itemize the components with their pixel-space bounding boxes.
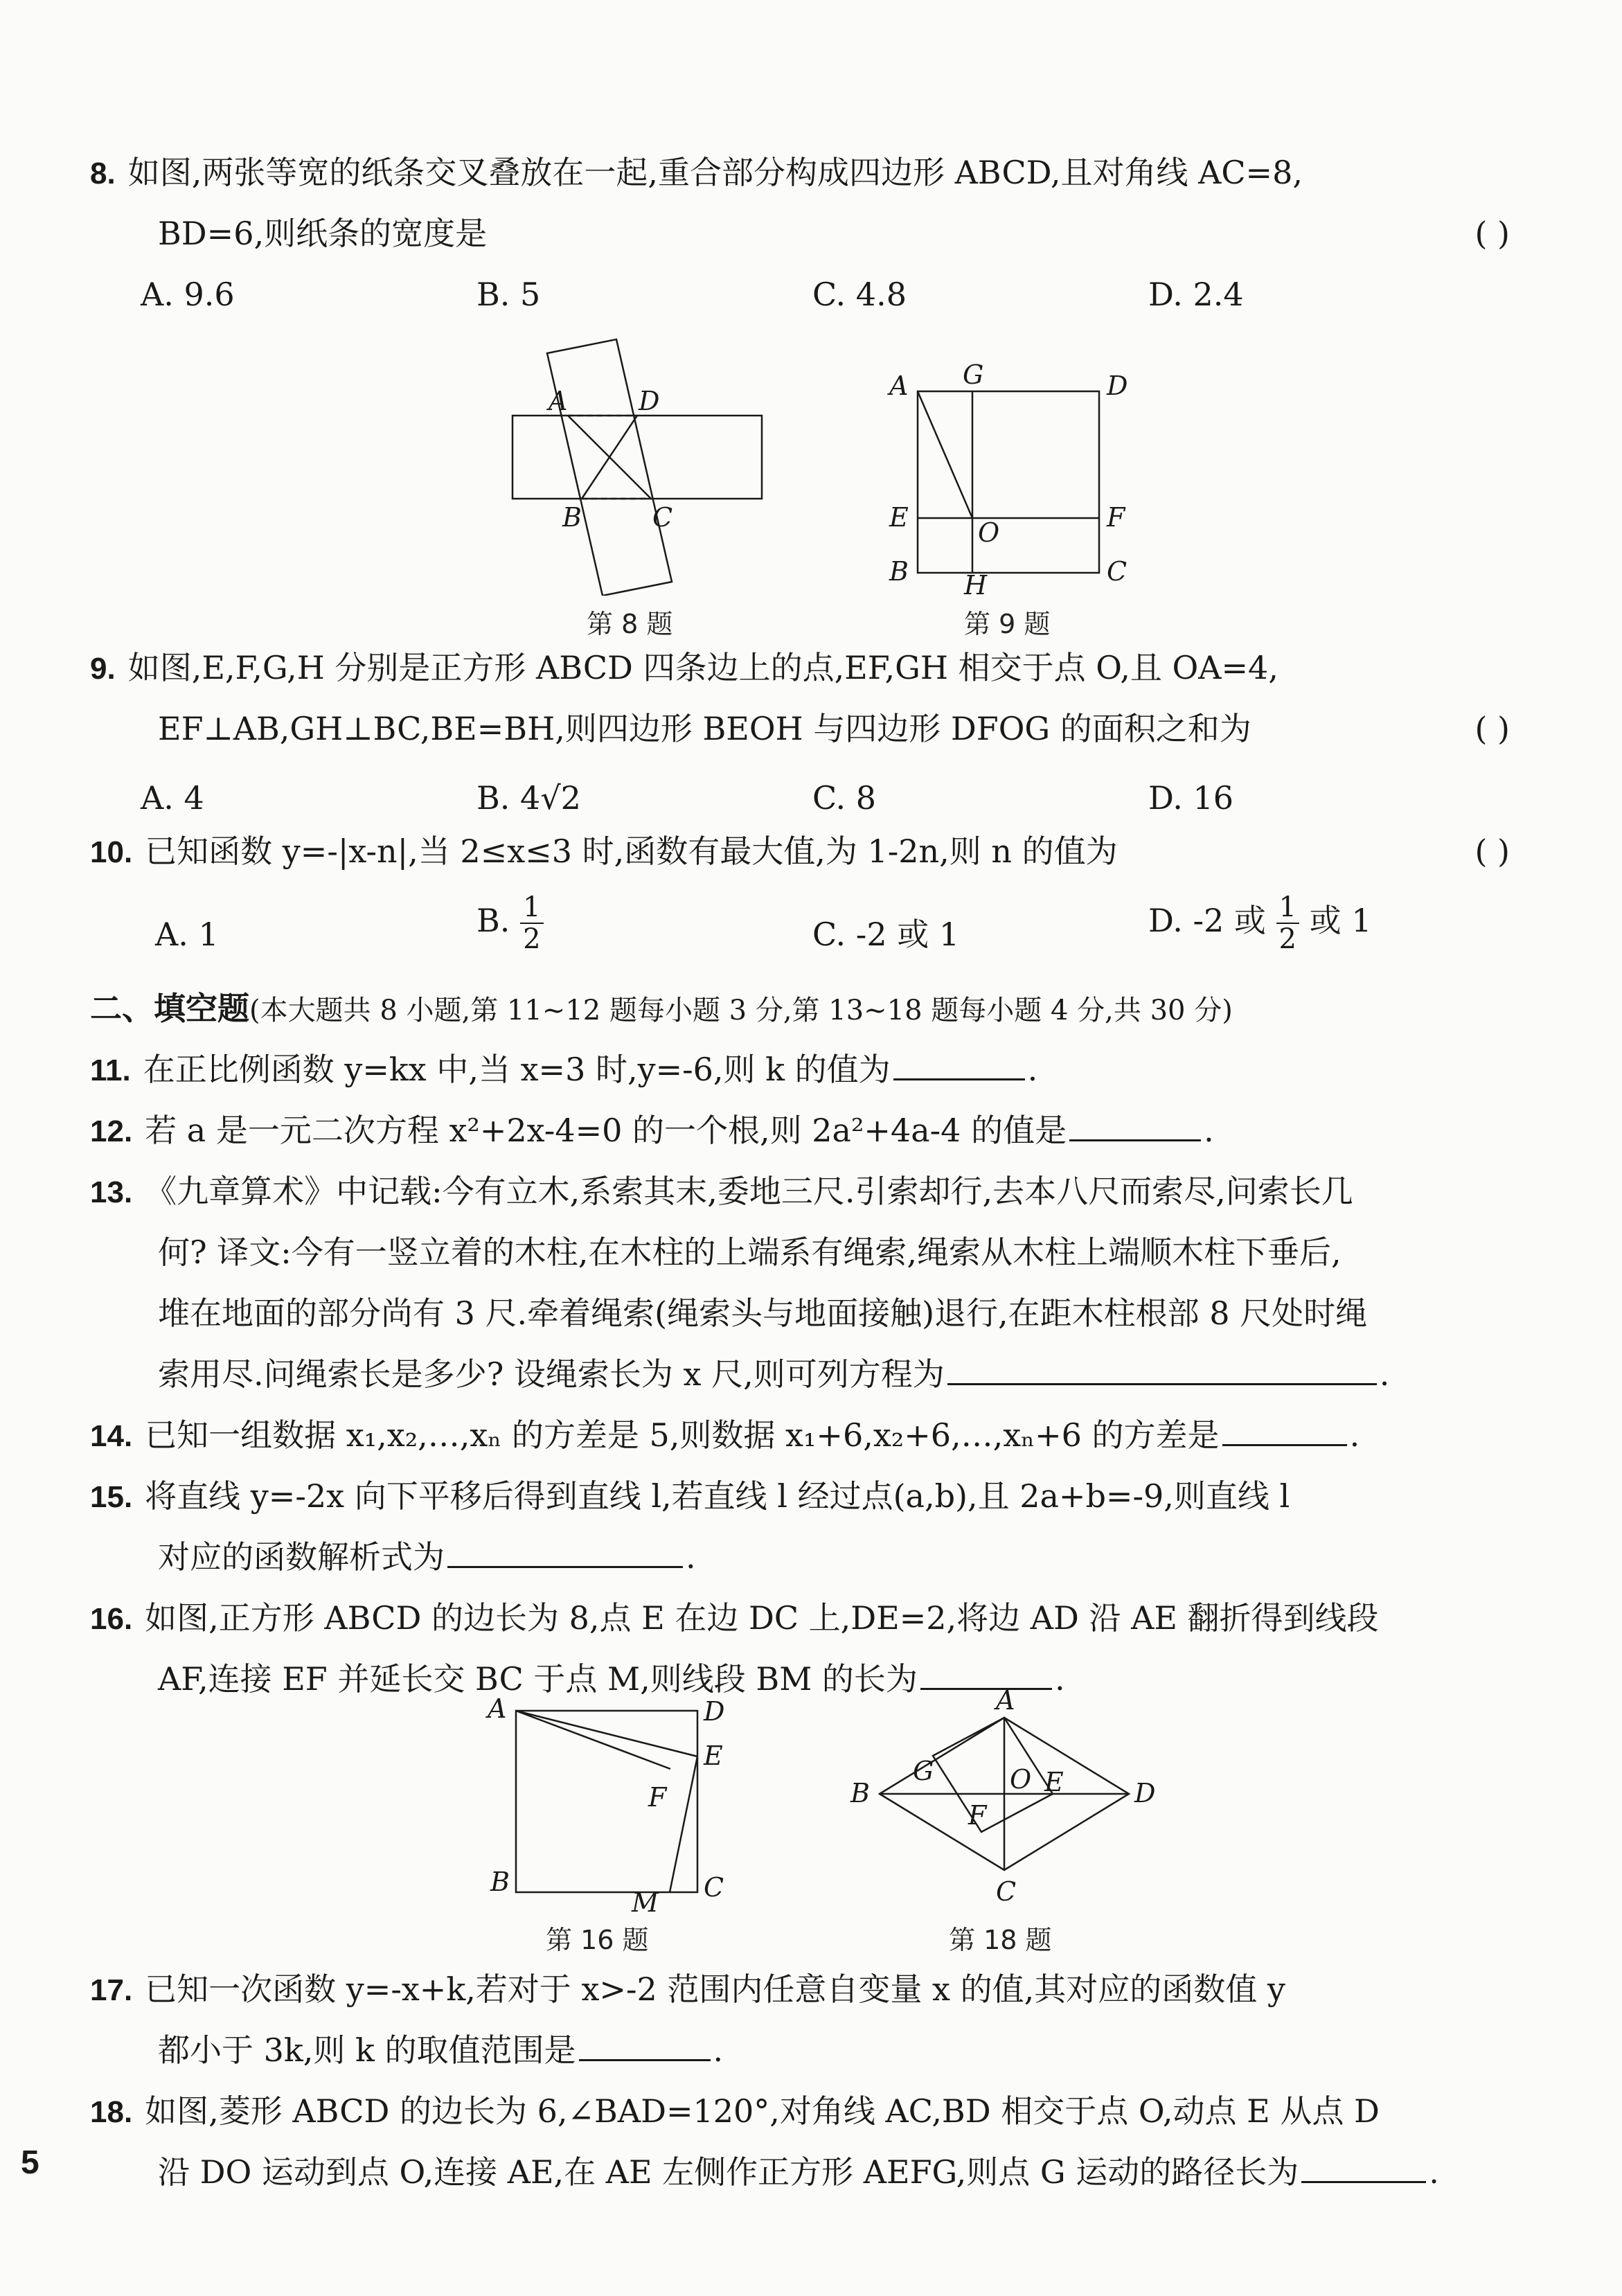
answer-blank[interactable]	[1069, 1106, 1201, 1141]
label-b: B	[562, 502, 582, 533]
answer-blank[interactable]	[447, 1533, 683, 1568]
option-b	[476, 890, 544, 954]
question-text: 沿 DO 运动到点 O,连接 AE,在 AE 左侧作正方形 AEFG,则点 G 运动的路径长为	[158, 2153, 1299, 2191]
period: .	[1349, 1416, 1360, 1454]
label-e: E	[1044, 1767, 1064, 1797]
question-text: 索用尽.问绳索长是多少? 设绳索长为 x 尺,则可列方程为	[158, 1355, 945, 1393]
figure-8	[499, 332, 790, 596]
label-d: D	[704, 1696, 725, 1727]
label-a: A	[488, 1693, 507, 1724]
fraction	[1276, 892, 1299, 954]
question-number: 15.	[90, 1480, 133, 1514]
label-b: B	[850, 1778, 870, 1808]
question-text: EF⊥AB,GH⊥BC,BE=BH,则四边形 BEOH 与四边形 DFOG 的面积之和为	[158, 710, 1251, 747]
option-c: C. -2 或 1	[812, 916, 960, 953]
figure-caption: 第 16 题	[546, 1925, 649, 1955]
page-number: 5	[21, 2144, 39, 2181]
question-number: 16.	[90, 1602, 133, 1636]
option-c: C. 4.8	[812, 276, 907, 313]
question-text: 在正比例函数 y=kx 中,当 x=3 时,y=-6,则 k 的值为	[143, 1051, 891, 1088]
section-note: (本大题共 8 小题,第 11~12 题每小题 3 分,第 13~18 题每小题 4 分,共 30 分)	[249, 995, 1233, 1026]
label-f: F	[1107, 502, 1125, 533]
question-number: 11.	[90, 1053, 131, 1087]
fraction	[520, 892, 543, 954]
question-number: 18.	[90, 2095, 133, 2129]
question-text: AF,连接 EF 并延长交 BC 于点 M,则线段 BM 的长为	[158, 1660, 918, 1698]
question-text: 对应的函数解析式为	[158, 1538, 445, 1576]
question-text: 堆在地面的部分尚有 3 尺.牵着绳索(绳索头与地面接触)退行,在距木柱根部 8 尺处时绳	[158, 1294, 1368, 1332]
label-m: M	[632, 1887, 659, 1912]
figure-caption: 第 9 题	[964, 609, 1051, 639]
label-o: O	[978, 517, 1000, 548]
answer-blank[interactable]	[893, 1045, 1025, 1080]
question-number: 13.	[90, 1175, 133, 1209]
option-d	[1148, 890, 1372, 954]
section-title: 二、填空题	[90, 990, 249, 1026]
section-heading	[90, 978, 1233, 1041]
answer-blank[interactable]	[1301, 2148, 1426, 2183]
option-c: C. 8	[812, 779, 877, 817]
option-d: D. 2.4	[1148, 276, 1244, 313]
label-c: C	[996, 1876, 1017, 1907]
question-text: 已知函数 y=-|x-n|,当 2≤x≤3 时,函数有最大值,为 1-2n,则 n 的值为	[145, 833, 1118, 870]
numerator: 1	[520, 892, 543, 924]
answer-blank[interactable]	[579, 2026, 711, 2061]
option-b: B. 4√2	[476, 779, 581, 817]
label-f: F	[648, 1782, 667, 1813]
label-b: B	[889, 556, 909, 587]
question-number: 8.	[90, 157, 116, 190]
question-text: BD=6,则纸条的宽度是	[158, 215, 488, 252]
label-d: D	[1134, 1778, 1156, 1808]
period: .	[713, 2031, 724, 2069]
figure-9	[886, 360, 1150, 596]
question-text: 已知一组数据 x₁,x₂,…,xₙ 的方差是 5,则数据 x₁+6,x₂+6,…,xₙ+6 的方差是	[145, 1416, 1220, 1454]
option-a: A. 4	[141, 779, 204, 817]
denominator: 2	[1278, 923, 1296, 955]
label-c: C	[652, 502, 673, 533]
question-number: 14.	[90, 1419, 133, 1453]
question-text: 都小于 3k,则 k 的取值范围是	[158, 2031, 576, 2069]
option-suffix: 或 1	[1309, 902, 1372, 939]
answer-blank[interactable]	[1222, 1411, 1347, 1446]
denominator: 2	[523, 923, 541, 955]
label-a: A	[996, 1690, 1015, 1716]
label-h: H	[964, 570, 988, 596]
option-b: B. 5	[476, 276, 541, 313]
option-prefix: D. -2 或	[1148, 902, 1266, 939]
period: .	[1054, 1660, 1065, 1698]
label-o: O	[1010, 1764, 1032, 1795]
period: .	[686, 1538, 696, 1576]
answer-paren: ( )	[1474, 710, 1510, 747]
answer-paren: ( )	[1474, 215, 1510, 252]
figure-caption: 第 18 题	[949, 1925, 1052, 1955]
question-number: 10.	[90, 835, 133, 869]
question-text: 已知一次函数 y=-x+k,若对于 x>-2 范围内任意自变量 x 的值,其对应的函数值 y	[145, 1970, 1285, 2008]
option-d: D. 16	[1148, 779, 1234, 817]
question-text: 如图,正方形 ABCD 的边长为 8,点 E 在边 DC 上,DE=2,将边 AD 沿 AE 翻折得到线段	[145, 1599, 1379, 1637]
question-number: 17.	[90, 1973, 133, 2007]
numerator: 1	[1276, 892, 1299, 924]
figure-16	[485, 1690, 734, 1912]
period: .	[1379, 1355, 1390, 1393]
question-text: 如图,E,F,G,H 分别是正方形 ABCD 四条边上的点,EF,GH 相交于点 O,且 OA=4,	[127, 649, 1278, 686]
period: .	[1027, 1051, 1038, 1088]
option-a: A. 1	[155, 916, 219, 953]
label-a: A	[889, 371, 909, 401]
option-prefix: B.	[476, 902, 510, 939]
label-d: D	[639, 386, 660, 416]
answer-blank[interactable]	[947, 1350, 1377, 1385]
figure-caption: 第 8 题	[587, 609, 673, 639]
question-text: 何? 译文:今有一竖立着的木柱,在木柱的上端系有绳索,绳索从木柱上端顺木柱下垂后,	[158, 1234, 1342, 1271]
question-text: 将直线 y=-2x 向下平移后得到直线 l,若直线 l 经过点(a,b),且 2a+b=-9,则直线 l	[145, 1477, 1290, 1515]
label-d: D	[1107, 371, 1128, 401]
question-text: 若 a 是一元二次方程 x²+2x-4=0 的一个根,则 2a²+4a-4 的值是	[145, 1112, 1067, 1149]
label-b: B	[490, 1867, 510, 1897]
answer-paren: ( )	[1474, 833, 1510, 870]
period: .	[1429, 2153, 1439, 2191]
label-e: E	[704, 1741, 723, 1771]
label-a: A	[549, 386, 568, 416]
label-g: G	[913, 1756, 934, 1786]
label-c: C	[1107, 556, 1128, 587]
label-c: C	[704, 1872, 724, 1903]
answer-blank[interactable]	[920, 1655, 1052, 1690]
question-text: 如图,两张等宽的纸条交叉叠放在一起,重合部分构成四边形 ABCD,且对角线 AC=8,	[127, 154, 1303, 191]
question-text: 《九章算术》中记载:今有立木,系索其末,委地三尺.引索却行,去本八尺而索尽,问索长几	[145, 1173, 1353, 1210]
label-f: F	[968, 1800, 987, 1831]
label-g: G	[963, 360, 984, 390]
question-number: 12.	[90, 1114, 133, 1148]
period: .	[1204, 1112, 1214, 1149]
option-a: A. 9.6	[141, 276, 235, 313]
label-e: E	[889, 502, 909, 533]
question-number: 9.	[90, 652, 116, 686]
figure-18	[845, 1690, 1164, 1912]
question-text: 如图,菱形 ABCD 的边长为 6,∠BAD=120°,对角线 AC,BD 相交于点 O,动点 E 从点 D	[145, 2092, 1380, 2130]
